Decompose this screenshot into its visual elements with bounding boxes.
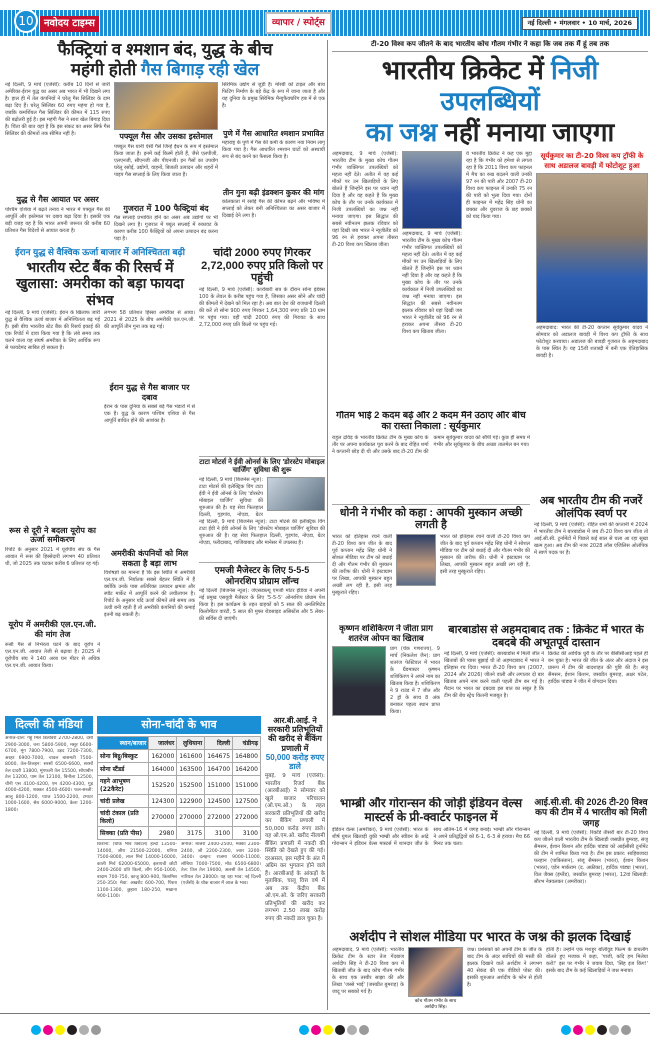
table-cell: 270000 (149, 808, 177, 827)
registration-dot (585, 1025, 595, 1035)
headline-part: भारतीय क्रिकेट में (381, 55, 552, 85)
table-cell: 152520 (149, 776, 177, 795)
table-row (98, 776, 261, 795)
article-text: कोलकाता में रसोई गैस की कीमत बढ़ने और भविष्य में सप्लाई को लेकर बनी अनिश्चितता का असर बाजार में दिखाई देने लगा है। (222, 198, 325, 219)
headline-line1: फैक्ट्रियां व श्मशान बंद, युद्ध के बीच (57, 40, 273, 59)
table-cell: 164200 (233, 763, 261, 776)
article-text: विशेषज्ञों का मानना है कि इस स्थिति में अमरीकी एल.एन.जी. निर्यातक सबसे बेहतर स्थिति में हैं क्योंकि उनके पास अतिरिक्त उत्पादन क्षमता और स्पॉट मार्केट में आपूर्ति करने की लचीलापन है। रिपोर्ट के अनुसार यदि ऊर्जा कीमतें लंबे समय तक ऊंची बनी रहती हैं तो अमरीकी कंपनियों की कमाई इतनी बढ़ सकती है। (104, 570, 195, 619)
column (402, 151, 462, 408)
article-text: प्राग (चेक गणराज्य), 9 मार्च (निकलेश जैन): प्राग शतरंज फेस्टिवल में भारत के ग्रैंडमास्टर कृष्णन शशिकिरण ने अपने नाम का खिताब किया है। शशिकिरण ने 9 राउंड में 7 जीत और 2 ड्रॉ के साथ 8 अंक बनाकर पहला स्थान प्राप्त किया। (390, 645, 440, 715)
sbi-headline: भारतीय स्टेट बैंक की रिसर्च में खुलासा: अमरीका को बड़ा फायदा संभव (16, 259, 184, 308)
table-cell: गहने आभूषण (22कैरेट) (98, 776, 149, 795)
sbi-story (5, 247, 195, 713)
gold-silver (97, 716, 261, 1006)
barbados-headline: बारबाडोस से अहमदाबाद तक : क्रिकेट में भारत के दबदबे की अभूतपूर्व दास्तान (448, 624, 644, 649)
registration-dot (91, 1025, 101, 1035)
grain-rates: अनाज: बाजरा 2400-2500, मक्का 2300-2400, जौ 2200-2300, ज्वार 3200-3400। दलहन: राजमा 9000-11000, लोबिया 7000-7500, मोठ 6500-6800। तेल: तिल तेल 19000, अलसी तेल 14500, नारियल तेल 28000। यह रहा भाव: नई दिल्ली (एजेंसी) के थोक बाजार में आज के भाव। (181, 842, 261, 886)
subheading: यूरोप में अमरीकी एल.एन.जी. की मांग तेज (8, 620, 97, 640)
mandi-rates: अनाज-दाल: गेहूं मिल डिलीवरी 2700-2800, देसी 2900-3000, चना 5800-5900, मसूर 6600-6700, मूंग 7800-7900, उड़द 7200-7300, अरहर 6900-7000, चावल बासमती 7500-8000, तेल-तिलहन: सरसों 6500-6600, सरसों तेल दादरी 13800, मूंगफली तेल 15500, सोयाबीन तेल 13200, पाम तेल 12100, बिनौला 12500, चीनी एस 4100-4200, एम 4200-4300, गुड़ 4000-4200, शक्कर 4500-4600। फल-सब्जी: आलू 800-1200, प्याज 1500-2200, टमाटर 1000-1600, सेब 6000-9000, केला 1200-1800। (5, 736, 93, 813)
business-stories (5, 247, 325, 713)
article-text: जश्न। प्रशंसकों को अपनी टीम के जीत के बाद टीम के अंदर साथियों की मस्ती की झलक दिखाने वाले अर्शदीप ने लगभग 40 सेकंड की एक वीडियो पोस्ट की। इसकी शुरुआत अर्शदीप के फोन से होती है। (467, 946, 542, 988)
bottom-rule (0, 1013, 650, 1014)
subheading: तीन गुना बढ़ी इंडक्शन कुकर की मांग (222, 187, 325, 197)
gambhir-story (332, 40, 648, 408)
page-number: 10 (14, 9, 38, 33)
headline-highlight: का जश्न (365, 117, 445, 147)
subheading: अमरीकी कंपनियों को मिल सकता है बड़ा लाभ (110, 549, 189, 568)
registration-dot (299, 1025, 309, 1035)
gautam-headline: गौतम भाई 2 कदम बढ़े और 2 कदम मैंने उठाए और बीच का रास्ता निकाला : सूर्यकुमार (336, 411, 526, 432)
table-cell: 122900 (177, 795, 205, 808)
table-cell: सिक्का (प्रति पीस) (98, 827, 149, 840)
cricket-stories (332, 411, 648, 621)
registration-dot (609, 1025, 619, 1035)
article-text: राहुल द्रविड़ के भारतीय क्रिकेट टीम के मुख्य कोच के तौर पर अपना कार्यकाल पूरा करने के बाद रोहित शर्मा ने कप्तानी छोड़ दी थी और उसके बाद टी-20 टीम की कमान सूर्यकुमार यादव को सौंपी गई। कुछ ही समय में गंभीर और सूर्यकुमार के बीच अच्छा तालमेल बन गया। (332, 434, 530, 455)
registration-dot (323, 1025, 333, 1035)
table-row (98, 808, 261, 827)
registration-dot (79, 1025, 89, 1035)
section-label: व्यापार / स्पोर्ट्स (265, 12, 332, 34)
table-cell: 127500 (233, 795, 261, 808)
registration-dot (597, 1025, 607, 1035)
article-text: गैस सप्लाई प्रभावित होने का असर अब उद्योगों पर भी दिखने लगा है। गुजरात में फ्यूल सप्लाई में रुकावट के कारण करीब 100 फैक्ट्रियों को अपना उत्पादन बंद करना पड़ा है। (114, 215, 218, 243)
article-text: ये भारतीय क्रिकेट ने कह एक मुद्दा रहा है कि गंभीर को हमेशा से लगता रहा है कि 2011 विश्व कप फाइनल में मैच का रुख बदलने वाली उनकी 97 रन की पारी और 2007 टी-20 विश्व कप फाइनल में उनकी 75 रन की पारी को भुला दिया गया। दोनों ही फाइनल में महेंद्र सिंह धोनी का छक्का और युवराज के छह छक्कों को याद किया गया। (466, 151, 532, 220)
color-registration-marks (560, 1020, 632, 1039)
right-kicker: टी-20 विश्व कप जीतने के बाद भारतीय कोच गौतम गंभीर ने कहा कि जब तक मैं हूं तब तक (332, 40, 648, 52)
bhambri-headline: भाम्ब्री और गोरान्सन की जोड़ी इंडियन वेल्स मास्टर्स के प्री-क्वार्टर फाइनल में (339, 797, 523, 824)
column (5, 310, 100, 713)
article-text: पश्चिम एशिया में बढ़ते तनाव ने भारत में पफ्यूल गैस की आपूर्ति और इस्तेमाल पर दबाव बढ़ा दिया है। इसकी एक बड़ी वजह यह है कि भारत अपनी जरूरत की करीब 60 प्रतिशत गैस विदेशों से आयात करता है। (5, 206, 110, 234)
main-headline-left (5, 40, 325, 79)
icc-story (534, 797, 648, 928)
headline-line2 (332, 117, 648, 148)
rbi-headline (265, 716, 325, 771)
subheading: पुणे में गैस आधारित श्मशान प्रभावित (223, 129, 324, 139)
column (222, 82, 325, 244)
article-text: नई दिल्ली, 9 मार्च (एजेंसी): रोहित शर्मा की कप्तानी में 2024 में भारतीय टीम ने बारबाडोस में जब टी-20 विश्व कप जीता तो आई.सी.सी. टूर्नामेंटों में पिछले कई साल से चला आ रहा सूखा खत्म हुआ। अब टीम की नजर 2028 लॉस एंजिलिस ओलंपिक में स्वर्ण पदक पर है। (534, 522, 648, 557)
gambhir-photo (402, 151, 462, 229)
delhi-mandi-title: दिल्ली की मंडियां (5, 716, 93, 734)
suryakumar-trophy-photo (536, 173, 648, 323)
table-row (98, 795, 261, 808)
column (5, 82, 110, 244)
article-text: अहमदाबाद, 9 मार्च (एजेंसी): भारतीय टीम के मुख्य कोच गौतम गंभीर व्यक्तिगत उपलब्धियों को महत्व नहीं देते। अतीत में वह कई मौकों पर उन खिलाड़ियों के लिए बोलते हैं जिन्होंने इस पर ध्यान नहीं दिया है और वह कहते हैं कि मुख्य कोच के तौर पर उनके कार्यकाल में निजी उपलब्धियों का जश्न नहीं मनाया जाएगा। इस सिद्धांत की सबसे नवीनतम झलक रविवार को यहां दिखी जब भारत ने न्यूजीलैंड को 96 रन से हराकर अपना तीसरा टी-20 विश्व कप खिताब जीता। (332, 151, 398, 248)
table-cell: 3100 (233, 827, 261, 840)
article-text: नई दिल्ली, 9 मार्च (एजेंसी): रिकॉर्ड तीसरी बार टी-20 विश्व कप जीतने वाली भारतीय टीम के खिलाड़ी जसप्रीत बुमराह, संजू सैमसन, ईशान किशन और हार्दिक पांड्या को आईसीसी टूर्नामेंट की टीम में शामिल किया गया है। टीम इस प्रकार: साहिबजादा फरहान (पाकिस्तान), संजू सैमसन (भारत), ईशान किशन (भारत), एडेन मार्कराम (द. अफ्रीका), हार्दिक पांड्या (भारत), विल जैक्स (इंग्लैंड), जसप्रीत बुमराह (भारत), 12वां खिलाड़ी: सौरभ नेत्रवलकर (अमरीका)। (534, 830, 648, 886)
kirana-rates: किराना: (थोक भाव क्विंटल) हल्दी 13500-14000, जीरा 21500-22000, धनिया 7500-8000, लाल मिर्च 14000-16000, काली मिर्च 62000-65000, इलायची छोटी 2400-2600 प्रति किलो, लौंग 950-1000, बादाम 700-750, काजू 800-900, किशमिश 250-350। मेवा: अखरोट 600-700, पिस्ता 1100-1300, छुहारा 180-250, मखाना 900-1100। (97, 842, 177, 899)
silver-headline: चांदी 2000 रुपए गिरकर 2,72,000 रुपए प्रति किलो पर पहुंची (201, 247, 323, 285)
article-text: भारत को इतिहास रचने वाली टी-20 विश्व कप जीत के बाद पूर्व कप्तान महेंद्र सिंह धोनी ने सोशल मीडिया पर टीम को बधाई दी और गौतम गंभीर की मुस्कान की तारीफ की। धोनी ने इंस्टाग्राम पर लिखा, आपकी मुस्कान बहुत अच्छी लग रही है, इसी तरह मुस्कुराते रहिए। (332, 534, 392, 597)
rbi-story (265, 716, 325, 1006)
barbados-story (444, 624, 648, 794)
color-registration-marks (30, 1020, 102, 1039)
photo-caption: पफ्यूल गैस और उसका इस्तेमाल (119, 132, 213, 142)
table-cell: 272000 (205, 808, 233, 827)
table-cell: 151000 (233, 776, 261, 795)
bhambri-story (332, 797, 530, 928)
table-cell: 162000 (149, 750, 177, 763)
mg-headline: एमजी मैजेस्टर के लिए 5-5-5 ओनरशिप प्रोग्राम लॉन्च (199, 562, 325, 586)
registration-dot (359, 1025, 369, 1035)
headline-line2 (5, 60, 325, 80)
table-cell: 2980 (149, 827, 177, 840)
table-header: दिल्ली (205, 737, 233, 750)
gold-silver-title: सोना-चांदी के भाव (97, 716, 261, 734)
article-text: भारत को इतिहास रचने वाली टी-20 विश्व कप जीत के बाद पूर्व कप्तान महेंद्र सिंह धोनी ने सोशल मीडिया पर टीम को बधाई दी और गौतम गंभीर की मुस्कान की तारीफ की। धोनी ने इंस्टाग्राम पर लिखा, आपकी मुस्कान बहुत अच्छी लग रही है, इसी तरह मुस्कुराते रहिए। (440, 534, 530, 576)
masthead-logo: नवोदय टाइम्स (40, 16, 99, 32)
article-text: रिपोर्ट के अनुसार 2021 में यूरोपीय संघ के गैस आयात में रूस की हिस्सेदारी लगभग 40 प्रतिशत थी, जो 2025 तक घटकर करीब 6 प्रतिशत रह गई। (5, 547, 100, 568)
dateline: नई दिल्ली • मंगलवार • 10 मार्च, 2026 (522, 17, 638, 30)
table-row (98, 750, 261, 763)
subheading: युद्ध से गैस आयात पर असर (16, 195, 99, 205)
registration-dot (561, 1025, 571, 1035)
shashikiran-photo (332, 646, 386, 716)
table-header: लुधियाना (177, 737, 205, 750)
article-text: अहमदाबाद, 9 मार्च (एजेंसी): भारतीय क्रिकेट टीम के स्टार तेज गेंदबाज अर्शदीप सिंह ने टी-20 विश्व कप में खिताबी जीत के बाद कोच गौतम गंभीर के साथ एक तस्वीर साझा की और लिखा 'जस्से भाई' (जसप्रीत बुमराह) के जादू पर सबको गर्व है। (332, 946, 404, 995)
article-text: पफ्यूल गैस यानी ऐसी गैसें जिन्हें ईंधन के रूप में इस्तेमाल किया जाता है। इनमें कई किस्में होती हैं, जैसे एलपीजी, एलएनजी, सीएनजी और पीएनजी। इन गैसों का उपयोग घरेलू रसोई, उद्योगों, वाहनों, बिजली उत्पादन और शहरों में पाइप गैस सप्लाई के लिए किया जाता है। (114, 143, 218, 178)
article-text: लगभग 58 प्रतिशत हिस्सा अमरीका से आया। 2021 से 2025 के बीच अमरीकी एल.एन.जी. की आपूर्ति तीन गुना तक बढ़ गई। (104, 309, 195, 330)
arshdeep-headline: अर्शदीप ने सोशल मीडिया पर भारत के जश्न की झलक दिखाई (349, 930, 631, 944)
article-text: क्रिकेट की आर्थिक धुरी के तौर पर बीसीसीआई पहले ही बन चुका है। भारत की जीत के अंतर और अंदाज ने इस प्रारूप में टीम की बादशाहत की पुष्टि की है। संजू सैमसन, ईशान किशन, जसप्रीत बुमराह, अक्षर पटेल, हार्दिक पांड्या ने जीत में योगदान दिया। (548, 651, 648, 686)
column (536, 151, 648, 408)
table-cell: 272000 (233, 808, 261, 827)
rbi-headline-text: आर.बी.आई. ने सरकारी प्रतिभूतियों की खरीद से बैंकिंग प्रणाली में (267, 716, 323, 753)
gold-silver-table (97, 736, 261, 840)
table-cell: 3175 (177, 827, 205, 840)
headline-line1 (332, 55, 648, 117)
subheading: ईरान युद्ध से गैस बाजार पर दबाव (109, 383, 190, 402)
table-cell: 164000 (149, 763, 177, 776)
column (332, 411, 530, 621)
charging-van-photo (267, 477, 325, 511)
dhoni-headline: धोनी ने गंभीर को कहा : आपकी मुस्कान अच्छी लगती है (332, 504, 530, 532)
subheading: रूस से दूरी ने बदला यूरोप का ऊर्जा समीकरण (9, 525, 96, 545)
tennis-icc-stories (332, 797, 648, 928)
delhi-mandi (5, 716, 93, 1006)
table-cell: 163500 (177, 763, 205, 776)
column (104, 310, 195, 713)
photo-block (408, 947, 463, 1010)
registration-dot (311, 1025, 321, 1035)
table-header: चंडीगढ़ (233, 737, 261, 750)
table-row (98, 827, 261, 840)
article-text: नई दिल्ली, 9 मार्च (एजेंसी): ईरान के खिलाफ जारी युद्ध से वैश्विक ऊर्जा बाजार में अनिश्चितता बढ़ गई है। इसी बीच भारतीय स्टेट बैंक की रिसर्च इकाई की एक रिपोर्ट में दावा किया गया है कि लंबे समय तक चलने वाला यह संघर्ष अमरीका के लिए आर्थिक रूप से फायदेमंद साबित हो सकता है। (5, 309, 100, 351)
column (114, 82, 218, 244)
chess-barbados-stories (332, 624, 648, 794)
icc-headline: आई.सी.सी. की 2026 टी-20 विश्व कप की टीम में 4 भारतीय को मिली जगह (534, 797, 648, 828)
chess-headline: कृष्णन शशिकिरण ने जीता प्राग शतरंज ओपन का खिताब (339, 624, 433, 643)
table-cell: 3100 (205, 827, 233, 840)
olympic-headline: अब भारतीय टीम की नजरें ओलंपिक स्वर्ण पर (539, 495, 643, 520)
markets-section (5, 716, 325, 1006)
registration-dot (347, 1025, 357, 1035)
table-cell: 164675 (205, 750, 233, 763)
table-cell: 151000 (205, 776, 233, 795)
article-text: महाराष्ट्र के पुणे में गैस की कमी के कारण नया नियम लागू किया गया है। गैस आधारित श्मशान घाटों को अस्थायी रूप से बंद करने का फैसला किया है। (222, 140, 325, 161)
main-headline-right (332, 55, 648, 148)
gas-story (5, 40, 325, 244)
sbi-kicker: ईरान युद्ध से वैश्विक ऊर्जा बाजार में अनिश्चितता बढ़ी (15, 247, 185, 257)
registration-dot (573, 1025, 583, 1035)
headline-part: नहीं मनाया जाएगा (444, 117, 615, 147)
rbi-highlight: 50,000 करोड़ रुपए डाले (265, 752, 325, 771)
table-cell: चांदी प्रलेख (98, 795, 149, 808)
headline-part: महंगी होती (70, 59, 141, 79)
article-text: नई दिल्ली, 9 मार्च (एजेंसी): बारबाडोस में मिली जीत ने खिताबों की प्यास बुझाई थी तो अहमदाबाद में भारत ने इतिहास रच दिया। भारत टी-20 विश्व कप (2007, 2024 और 2026) जीतने वाली और लगातार दो बार खिताब अपने नाम करने वाली पहली टीम बन गई है। मैदान पर भारत का दबदबा इस बात का सबूत है कि टीम की बेंच स्ट्रेंथ कितनी मजबूत है। (444, 651, 544, 700)
table-cell: 164700 (205, 763, 233, 776)
article-text: रूसी गैस से निर्भरता घटने के बाद यूरोप ने एल.एन.जी. आयात तेजी से बढ़ाया है। 2025 में यूरोपीय संघ ने 140 अरब घन मीटर से अधिक एल.एन.जी. आयात किया। (5, 641, 100, 669)
table-cell: चांदी टंकाल (प्रति किलो) (98, 808, 149, 827)
gas-photo (114, 82, 218, 130)
article-text: अहमदाबाद, 9 मार्च (एजेंसी): भारतीय टीम के मुख्य कोच गौतम गंभीर व्यक्तिगत उपलब्धियों को महत्व नहीं देते। अतीत में वह कई मौकों पर उन खिलाड़ियों के लिए बोलते हैं जिन्होंने इस पर ध्यान नहीं दिया है और वह कहते हैं कि मुख्य कोच के तौर पर उनके कार्यकाल में निजी उपलब्धियों का जश्न नहीं मनाया जाएगा। इस सिद्धांत की सबसे नवीनतम झलक रविवार को यहां दिखी जब भारत ने न्यूजीलैंड को 96 रन से हराकर अपना तीसरा टी-20 विश्व कप खिताब जीता। (402, 231, 462, 335)
headline-highlight: गैस बिगाड़ रही खेल (140, 59, 260, 79)
article-text: मुंबई, 9 मार्च (एजेंसी): भारतीय रिजर्व बैंक (आरबीआई) ने सोमवार को खुले बाजार परिचालन (ओ.एम.ओ.) के तहत सरकारी प्रतिभूतियों की खरीद कर बैंकिंग प्रणाली में 50,000 करोड़ रुपए डाले। यह ओ.एम.ओ. खरीद नीलामी बैंकिंग प्रणाली में नकदी की स्थिति को देखते हुए की गई। दरअसल, इस महीने के अंत में अग्रिम कर भुगतान होने वाले हैं। आरबीआई के आंकड़ों के मुताबिक, चालू वित्त वर्ष में अब तक केंद्रीय बैंक ओ.एम.ओ. के जरिए सरकारी प्रतिभूतियों की खरीद कर लगभग 2.50 लाख करोड़ रुपए की नकदी डाल चुका है। (265, 773, 325, 922)
article-text: नई दिल्ली (बिजनेस न्यूज): जेएसडब्ल्यू एमजी मोटर इंडिया ने अपनी नई प्रमुख एसयूवी मैजेस्टर के लिए '5-5-5' ओनरशिप प्रोग्राम पेश किया है। इस कार्यक्रम के तहत ग्राहकों को 5 साल की अनलिमिटेड किलोमीटर वारंटी, 5 साल की मुफ्त रोडसाइड असिस्टेंस और 5 लेबर-फ्री सर्विस दी जाएंगी। (199, 588, 325, 623)
chess-story (332, 624, 440, 794)
registration-dot (43, 1025, 53, 1035)
table-cell: 124300 (149, 795, 177, 808)
table-row (98, 763, 261, 776)
table-cell: 124500 (205, 795, 233, 808)
side-stories (199, 247, 325, 713)
table-cell: 152500 (177, 776, 205, 795)
arshdeep-story (332, 930, 648, 1010)
article-text: ईरान के पास दुनिया के सबसे बड़े गैस भंडारों में से एक है। युद्ध के कारण पश्चिम एशिया से गैस आपूर्ति बाधित होने की आशंका है। (104, 404, 195, 425)
article-text: नई दिल्ली, 9 मार्च (एजेंसी): करीब 10 दिनों से जारी अमेरिका-ईरान युद्ध का असर अब भारत में भी दिखने लगा है। हाल ही में तेल कंपनियों ने घरेलू गैस सिलिंडर के दाम बढ़ा दिए हैं। घरेलू सिलिंडर 60 रुपए महंगा हो गया है, जबकि कमर्शियल गैस सिलिंडर की कीमत में 115 रुपए की बढ़ोतरी हुई है। इस महंगी गैस ने सारा खेल बिगाड़ दिया है। चिंता की बात यहां है कि इस संकट का असर सिर्फ गैस सिलिंडर की कीमतों तक सीमित नहीं है। (5, 82, 110, 138)
registration-dot (621, 1025, 631, 1035)
table-cell: सोना बिट्टू/बिस्कुट (98, 750, 149, 763)
article-text: नई दिल्ली, 9 मार्च (बिजनेस न्यूज): टाटा मोटर्स की इलेक्ट्रिक विंग टाटा ईवी ने ईवी ओनर्स के लिए 'डोरस्टेप मोबाइल चार्जिंग' सुविधा की शुरुआत की है। यह सेवा फिलहाल दिल्ली, गुड़गांव, नोएडा, ग्रेटर नोएडा, फरीदाबाद, गाजियाबाद और मानेसर में उपलब्ध है। (199, 518, 325, 546)
table-cell: सोना स्टैंडर्ड (98, 763, 149, 776)
table-cell: 270000 (177, 808, 205, 827)
registration-dot (55, 1025, 65, 1035)
table-header: जालंधर (149, 737, 177, 750)
article-text: नई दिल्ली, 9 मार्च (बिजनेस न्यूज): टाटा मोटर्स की इलेक्ट्रिक विंग टाटा ईवी ने ईवी ओनर्स के लिए 'डोरस्टेप मोबाइल चार्जिंग' सुविधा की शुरुआत की है। यह सेवा फिलहाल दिल्ली, गुड़गांव, नोएडा, ग्रेटर (199, 476, 263, 517)
article-text: इंडियन वेल्स (अमरीका), 9 मार्च (एजेंसी): भारत के शीर्ष युगल खिलाड़ी युकी भाम्ब्री और स्वीडन के आंद्रे गोरान्सन ने इंडियन वेल्स मास्टर्स में शानदार जीत के साथ अंतिम-16 में जगह बनाई। भाम्ब्री और गोरान्सन ने अपने प्रतिद्वंद्वियों को 6-1, 6-3 से हराया। मैच 66 मिनट तक चला। (332, 826, 530, 847)
arshdeep-photo (408, 947, 463, 997)
article-text: अहमदाबाद: भारत की टी-20 कप्तान सूर्यकुमार यादव ने सोमवार को अडालज बावड़ी में विश्व कप ट्रॉफी के साथ फोटोशूट करवाया। अडालज की बावड़ी गुजरात के अहमदाबाद के पास स्थित है। यह 15वीं शताब्दी में बनी एक ऐतिहासिक बावड़ी है। (536, 325, 648, 359)
registration-dot (335, 1025, 345, 1035)
registration-dot (31, 1025, 41, 1035)
photo-caption: सूर्यकुमार का टी-20 विश्व कप ट्रॉफी के साथ अडालज बावड़ी में फोटोशूट हुआ (540, 152, 644, 170)
photo-caption: कोच गौतम गंभीर के साथ अर्शदीप सिंह। (414, 999, 457, 1010)
table-cell: 161600 (177, 750, 205, 763)
article-text: नई दिल्ली, 9 मार्च (एजेंसी): कारोबारी सत्र के दौरान सोना इंडेक्स 100 के लेवल के करीब पहुंच गया है, जिसका असर सोने और चांदी की कीमतों में देखने को मिल रहा है। अब बात देश की राजधानी दिल्ली की करें तो सोना 900 रुपए गिरकर 1,64,300 रुपए प्रति 10 ग्राम पर पहुंच गया। वहीं चांदी 2000 रुपए की गिरावट के साथ 2,72,000 रुपए प्रति किलो पर पहुंच गई। (199, 286, 325, 328)
table-cell: 164800 (233, 750, 261, 763)
tata-headline: टाटा मोटर्स ने ईवी ओनर्स के लिए 'डोरस्टेप मोबाइल चार्जिंग' सुविधा की शुरू (199, 456, 325, 475)
registration-dot (67, 1025, 77, 1035)
dhoni-photo (396, 534, 436, 586)
headline-highlight: निजी उपलब्धियों (440, 55, 599, 116)
article-text: सिरेमिक उद्योग से जुड़ी हैं। मोरबी को टाइल और बाथ फिटिंग निर्माण के बड़े केंद्र के रूप में जाना जाता है और यह दुनिया के प्रमुख सिरेमिक मैन्युफैक्चरिंग हब में से एक है। (222, 82, 325, 110)
column (534, 411, 648, 621)
table-header: स्थान/बाजार (98, 737, 149, 750)
article-text: होती है। उन्होंने एक मशहूर बॉलीवुड फिल्म के डायलॉग बोलते हुए मजाक में कहा, 'पाजी, कदि हम मिलेया करो!' इस पर गंभीर ने जवाब दिया, 'सिंह इज किंग!' इसके बाद टीम के कई खिलाड़ियों ने जश्न मनाया। (546, 946, 648, 974)
subheading: गुजरात में 100 फैक्ट्रियां बंद (123, 203, 209, 213)
color-registration-marks (298, 1020, 370, 1039)
